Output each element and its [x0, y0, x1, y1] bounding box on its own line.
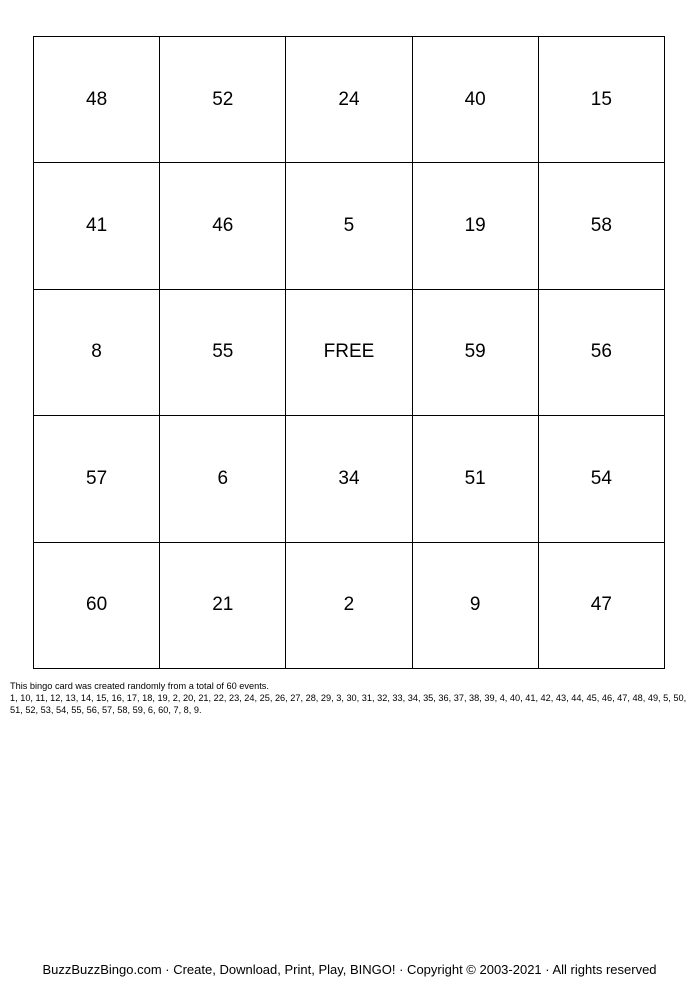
event-list: 1, 10, 11, 12, 13, 14, 15, 16, 17, 18, 19, 2, 20, 21, 22, 23, 24, 25, 26, 27, 28, 29, 3, 30, 31, 32, 33, 34, 35, 36, 37, 38, 39, 4, 40, 41, 42, 43, 44, 45, 46, 47, 48, 49, 5, 50, 51, 52, 53, 54, 55, 56, 57, 58, 59, 6, 60, 7, 8, 9.: [10, 693, 687, 715]
bingo-card: [33, 36, 665, 669]
bingo-cell: 57: [34, 416, 160, 542]
footer-copyright: BuzzBuzzBingo.com · Create, Download, Print, Play, BINGO! · Copyright © 2003-2021 · All rights reserved: [42, 962, 657, 977]
card-info: [10, 680, 690, 716]
bingo-cell: 19: [412, 163, 538, 289]
bingo-cell: 52: [160, 37, 286, 163]
bingo-row: [34, 163, 665, 289]
bingo-cell: 41: [34, 163, 160, 289]
bingo-cell: 55: [160, 289, 286, 415]
bingo-cell: 60: [34, 542, 160, 668]
bingo-cell: 8: [34, 289, 160, 415]
bingo-cell: 47: [538, 542, 664, 668]
bingo-row: [34, 289, 665, 415]
bingo-cell: 48: [34, 37, 160, 163]
bingo-cell: 51: [412, 416, 538, 542]
bingo-free-cell: FREE: [286, 289, 412, 415]
bingo-row: [34, 542, 665, 668]
bingo-cell: 46: [160, 163, 286, 289]
bingo-cell: 24: [286, 37, 412, 163]
bingo-cell: 2: [286, 542, 412, 668]
bingo-cell: 34: [286, 416, 412, 542]
bingo-cell: 40: [412, 37, 538, 163]
bingo-cell: 21: [160, 542, 286, 668]
bingo-cell: 6: [160, 416, 286, 542]
bingo-cell: 56: [538, 289, 664, 415]
card-description: This bingo card was created randomly from a total of 60 events.: [10, 681, 269, 691]
bingo-cell: 9: [412, 542, 538, 668]
bingo-cell: 54: [538, 416, 664, 542]
bingo-row: [34, 416, 665, 542]
bingo-cell: 15: [538, 37, 664, 163]
bingo-cell: 59: [412, 289, 538, 415]
bingo-cell: 5: [286, 163, 412, 289]
bingo-row: [34, 37, 665, 163]
bingo-cell: 58: [538, 163, 664, 289]
